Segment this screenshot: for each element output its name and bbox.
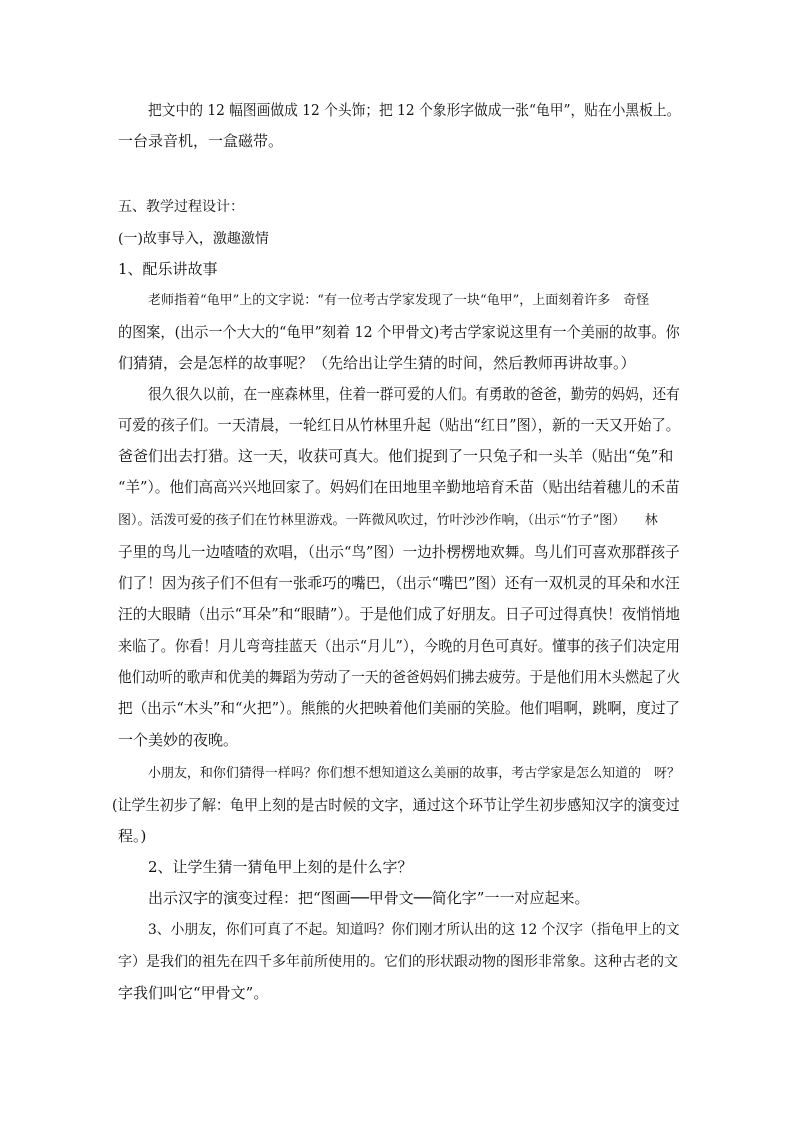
text-line: 他们动听的歌声和优美的舞蹈为劳动了一天的爸爸妈妈们拂去疲劳。于是他们用木头燃起了火 [118, 668, 681, 686]
text-line: 程。) [118, 827, 147, 845]
text-line: 3、小朋友，你们可真了不起。知道吗？你们刚才所认出的这 12 个汉字（指龟甲上的文 [148, 922, 680, 938]
text-line: 可爱的孩子们。一天清晨，一轮红日从竹林里升起（贴出“红日”图），新的一天又开始了。 [118, 416, 681, 434]
section-heading: 五、教学过程设计： [118, 199, 244, 215]
text-line: (让学生初步了解：龟甲上刻的是古时候的文字，通过这个环节让学生初步感知汉字的演变过 [112, 796, 680, 814]
text-line: 汪的大眼睛（出示“耳朵”和“眼睛”）。于是他们成了好朋友。日子可过得真快！夜悄悄地 [118, 605, 680, 623]
text-line: 们猜猜，会是怎样的故事呢？（先给出让学生猜的时间，然后教师再讲故事。） [118, 354, 636, 372]
text-line: 把文中的 12 幅图画做成 12 个头饰；把 12 个象形字做成一张“龟甲”，贴在小黑板上。 [148, 101, 681, 119]
text-line: “羊”）。他们高高兴兴地回家了。妈妈们在田地里辛勤地培育禾苗（贴出结着穗儿的禾苗 [118, 478, 680, 496]
subsection-heading: (一)故事导入，激趣激情 [118, 231, 269, 247]
text-line: 出示汉字的演变过程：把“图画──甲骨文──简化字”一一对应起来。 [148, 889, 590, 907]
text-line: 字我们叫它“甲骨文”。 [118, 984, 269, 1002]
text-line: 一台录音机，一盒磁带。 [118, 132, 284, 150]
text-line: 很久很久以前，在一座森林里，住着一群可爱的人们。有勇敢的爸爸，勤劳的妈妈，还有 [148, 385, 680, 403]
text-line: 2、让学生猜一猜龟甲上刻的是什么字？ [148, 858, 413, 876]
text-line: 一个美妙的夜晚。 [118, 731, 239, 749]
subsection-heading: 1、配乐讲故事 [118, 260, 218, 278]
text-line: 把（出示“木头”和“火把”）。熊熊的火把映着他们美丽的笑脸。他们唱啊，跳啊，度过了 [118, 699, 680, 717]
text-line: 老师指着“龟甲”上的文字说：“有一位考古学家发现了一块“龟甲”，上面刻着许多 奇怪 [148, 293, 650, 308]
text-line: 字）是我们的祖先在四千多年前所使用的。它们的形状跟动物的图形非常象。这种古老的文 [118, 954, 678, 970]
text-line: 小朋友，和你们猜得一样吗？你们想不想知道这么美丽的故事，考古学家是怎么知道的 呀？ [148, 766, 680, 781]
text-line: 爸爸们出去打猎。这一天，收获可真大。他们捉到了一只兔子和一头羊（贴出“兔”和 [118, 447, 674, 465]
text-line: 的图案，(出示一个大大的“龟甲”刻着 12 个甲骨文)考古学家说这里有一个美丽的故事。你 [118, 323, 680, 341]
text-line: 图）。活泼可爱的孩子们在竹林里游戏。一阵微风吹过，竹叶沙沙作响，（出示“竹子”图） 林 [118, 513, 658, 528]
text-line: 们了！因为孩子们不但有一张乖巧的嘴巴，（出示“嘴巴”图）还有一双机灵的耳朵和水汪 [118, 574, 680, 592]
text-line: 子里的鸟儿一边喳喳的欢唱，（出示“鸟”图）一边扑楞楞地欢舞。鸟儿们可喜欢那群孩子 [118, 543, 680, 561]
text-line: 来临了。你看！月儿弯弯挂蓝天（出示“月儿”），今晚的月色可真好。懂事的孩子们决定用 [118, 637, 681, 655]
